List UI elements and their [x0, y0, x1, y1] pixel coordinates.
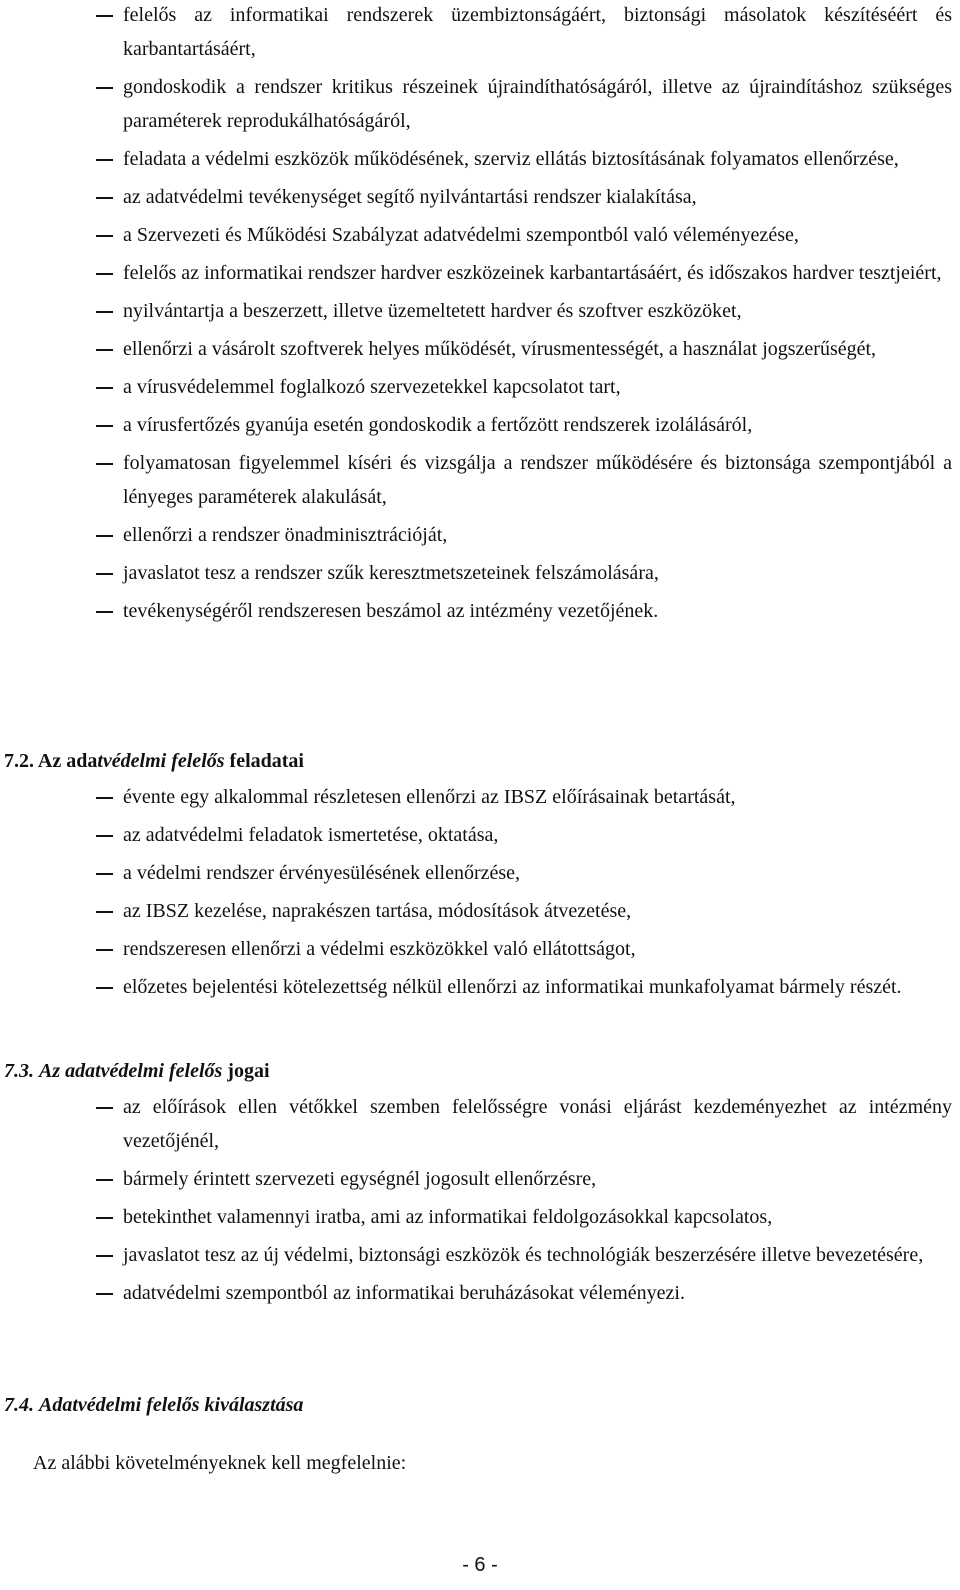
list-item — [0, 142, 960, 176]
section-7-2-list — [0, 780, 960, 1008]
section-7-4-heading — [4, 1388, 303, 1422]
dash-bullet-icon — [96, 949, 113, 951]
list-item-text: adatvédelmi szempontból az informatikai beruházásokat véleményezi. — [123, 1282, 685, 1304]
heading-part-italic: tvédelmi felelős — [97, 750, 225, 772]
heading-part-italic: Az adatvédelmi felelős — [39, 1060, 223, 1082]
dash-bullet-icon — [96, 349, 113, 351]
list-item — [0, 518, 960, 552]
dash-bullet-icon — [96, 1255, 113, 1257]
list-item — [0, 446, 960, 514]
list-item — [0, 556, 960, 590]
list-item — [0, 1276, 960, 1310]
section-7-3-heading — [4, 1054, 270, 1088]
list-item — [0, 1238, 960, 1272]
heading-part-italic: Adatvédelmi felelős kiválasztása — [39, 1394, 304, 1416]
section-number: 7.2. — [4, 750, 34, 772]
list-item — [0, 894, 960, 928]
list-item-text: ellenőrzi a vásárolt szoftverek helyes működését, vírusmentességét, a használat jogszerűségét, — [123, 338, 877, 360]
heading-part: feladatai — [224, 750, 304, 772]
list-item-text: az előírások ellen vétőkkel szemben felelősségre vonási eljárást kezdeményezhet az intézmény vezetőjénél, — [123, 1096, 952, 1152]
list-item — [0, 932, 960, 966]
intro-paragraph: Az alábbi követelményeknek kell megfelelnie: — [33, 1452, 407, 1474]
page-number: - 6 - — [462, 1554, 498, 1576]
list-item-text: a Szervezeti és Működési Szabályzat adatvédelmi szempontból való véleményezése, — [123, 224, 799, 246]
dash-bullet-icon — [96, 15, 113, 17]
list-item-text: rendszeresen ellenőrzi a védelmi eszközökkel való ellátottságot, — [123, 938, 636, 960]
section-number: 7.3. — [4, 1060, 34, 1082]
heading-part: jogai — [222, 1060, 270, 1082]
dash-bullet-icon — [96, 1179, 113, 1181]
list-item-text: betekinthet valamennyi iratba, ami az informatikai feldolgozásokkal kapcsolatos, — [123, 1206, 773, 1228]
section-7-3-list — [0, 1090, 960, 1314]
dash-bullet-icon — [96, 573, 113, 575]
dash-bullet-icon — [96, 197, 113, 199]
dash-bullet-icon — [96, 535, 113, 537]
list-item — [0, 818, 960, 852]
duties-list — [0, 0, 960, 632]
dash-bullet-icon — [96, 797, 113, 799]
list-item — [0, 70, 960, 138]
dash-bullet-icon — [96, 311, 113, 313]
dash-bullet-icon — [96, 387, 113, 389]
section-7-2-heading — [4, 744, 304, 778]
dash-bullet-icon — [96, 611, 113, 613]
list-item — [0, 1162, 960, 1196]
list-item-text: az IBSZ kezelése, naprakészen tartása, módosítások átvezetése, — [123, 900, 632, 922]
section-number: 7.4. — [4, 1394, 34, 1416]
dash-bullet-icon — [96, 273, 113, 275]
list-item — [0, 294, 960, 328]
list-item-text: javaslatot tesz a rendszer szűk keresztmetszeteinek felszámolására, — [123, 562, 659, 584]
dash-bullet-icon — [96, 87, 113, 89]
list-item — [0, 1090, 960, 1158]
list-item-text: tevékenységéről rendszeresen beszámol az intézmény vezetőjének. — [123, 600, 659, 622]
heading-part: Az ada — [37, 750, 98, 772]
list-item — [0, 256, 960, 290]
list-item — [0, 370, 960, 404]
list-item — [0, 0, 960, 66]
list-item-text: a vírusvédelemmel foglalkozó szervezetekkel kapcsolatot tart, — [123, 376, 621, 398]
dash-bullet-icon — [96, 159, 113, 161]
list-item-text: javaslatot tesz az új védelmi, biztonsági eszközök és technológiák beszerzésére illetve bevezetésére, — [123, 1244, 924, 1266]
list-item-text: előzetes bejelentési kötelezettség nélkül ellenőrzi az informatikai munkafolyamat bármely részét. — [123, 976, 902, 998]
list-item-text: az adatvédelmi feladatok ismertetése, oktatása, — [123, 824, 499, 846]
list-item — [0, 1200, 960, 1234]
dash-bullet-icon — [96, 1293, 113, 1295]
list-item-text: a védelmi rendszer érvényesülésének ellenőrzése, — [123, 862, 521, 884]
list-item — [0, 218, 960, 252]
list-item-text: nyilvántartja a beszerzett, illetve üzemeltetett hardver és szoftver eszközöket, — [123, 300, 742, 322]
list-item-text: folyamatosan figyelemmel kíséri és vizsgálja a rendszer működésére és biztonsága szempontjából a lényeges paraméterek alakulását, — [123, 452, 952, 508]
list-item — [0, 856, 960, 890]
dash-bullet-icon — [96, 1217, 113, 1219]
dash-bullet-icon — [96, 1107, 113, 1109]
list-item-text: ellenőrzi a rendszer önadminisztrációját, — [123, 524, 448, 546]
list-item — [0, 332, 960, 366]
dash-bullet-icon — [96, 425, 113, 427]
list-item — [0, 970, 960, 1004]
list-item-text: az adatvédelmi tevékenységet segítő nyilvántartási rendszer kialakítása, — [123, 186, 697, 208]
list-item-text: felelős az informatikai rendszerek üzembiztonságáért, biztonsági másolatok készítéséért és karbantartásáért, — [123, 4, 952, 60]
list-item-text: bármely érintett szervezeti egységnél jogosult ellenőrzésre, — [123, 1168, 597, 1190]
dash-bullet-icon — [96, 911, 113, 913]
list-item — [0, 408, 960, 442]
list-item-text: a vírusfertőzés gyanúja esetén gondoskodik a fertőzött rendszerek izolálásáról, — [123, 414, 753, 436]
list-item — [0, 780, 960, 814]
dash-bullet-icon — [96, 835, 113, 837]
list-item-text: feladata a védelmi eszközök működésének, szerviz ellátás biztosításának folyamatos ellenőrzése, — [123, 148, 899, 170]
list-item — [0, 594, 960, 628]
list-item-text: felelős az informatikai rendszer hardver eszközeinek karbantartásáért, és időszakos hardver tesztjeiért, — [123, 262, 942, 284]
dash-bullet-icon — [96, 235, 113, 237]
dash-bullet-icon — [96, 873, 113, 875]
list-item-text: évente egy alkalommal részletesen ellenőrzi az IBSZ előírásainak betartását, — [123, 786, 736, 808]
list-item — [0, 180, 960, 214]
list-item-text: gondoskodik a rendszer kritikus részeinek újraindíthatóságáról, illetve az újraindításhoz szükséges paraméterek reprodukálhatóságáról, — [123, 76, 952, 132]
dash-bullet-icon — [96, 987, 113, 989]
dash-bullet-icon — [96, 463, 113, 465]
